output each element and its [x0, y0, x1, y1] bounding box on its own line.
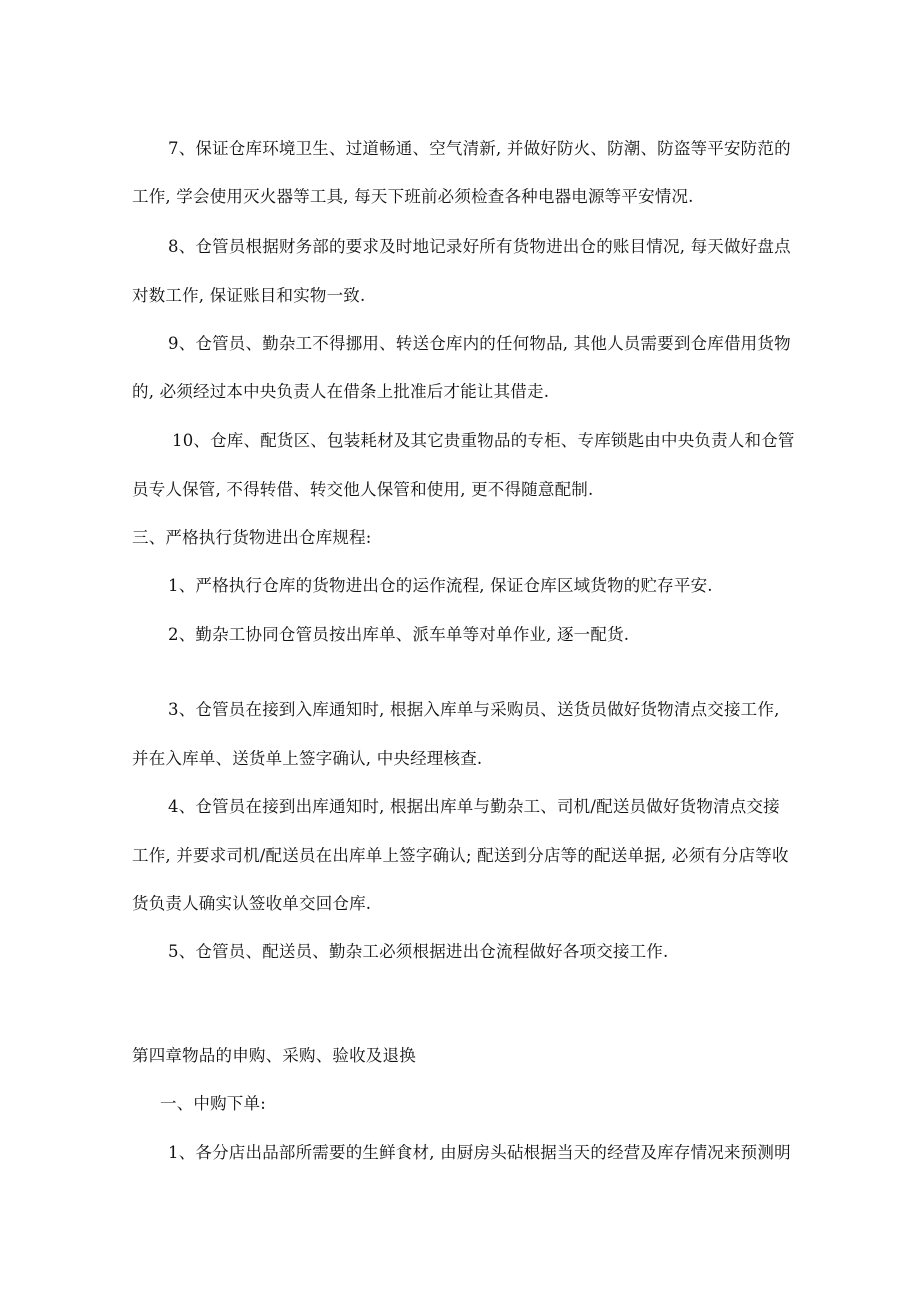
rule-1: 1、严格执行仓库的货物进出仓的运作流程, 保证仓库区域货物的贮存平安.: [168, 576, 713, 595]
paragraph-9-line-2: 的, 必须经过本中央负责人在借条上批准后才能让其借走.: [132, 382, 550, 401]
paragraph-7-line-2: 工作, 学会使用灭火器等工具, 每天下班前必须检查各种电器电源等平安情况.: [132, 187, 694, 206]
section-heading-3: 三、严格执行货物进出仓库规程:: [132, 528, 372, 547]
chapter-4-title: 第四章物品的申购、采购、验收及退换: [132, 1046, 416, 1065]
paragraph-8-line-1: 8、仓管员根据财务部的要求及时地记录好所有货物进出仓的账目情况, 每天做好盘点: [168, 237, 791, 256]
subsection-heading-1: 一、中购下单:: [160, 1094, 266, 1113]
procurement-item-1: 1、各分店出品部所需要的生鲜食材, 由厨房头砧根据当天的经营及库存情况来预测明: [168, 1143, 791, 1162]
rule-4-line-2: 工作, 并要求司机/配送员在出库单上签字确认; 配送到分店等的配送单据, 必须有分店等收: [132, 846, 789, 865]
rule-3-line-2: 并在入库单、送货单上签字确认, 中央经理核查.: [132, 749, 483, 768]
paragraph-8-line-2: 对数工作, 保证账目和实物一致.: [132, 286, 366, 305]
rule-2: 2、勤杂工协同仓管员按出库单、派车单等对单作业, 逐一配货.: [168, 625, 630, 644]
rule-3-line-1: 3、仓管员在接到入库通知时, 根据入库单与采购员、送货员做好货物清点交接工作,: [168, 700, 780, 719]
rule-4-line-1: 4、仓管员在接到出库通知时, 根据出库单与勤杂工、司机/配送员做好货物清点交接: [168, 797, 780, 816]
rule-4-line-3: 货负责人确实认签收单交回仓库.: [132, 894, 372, 913]
paragraph-9-line-1: 9、仓管员、勤杂工不得挪用、转送仓库内的任何物品, 其他人员需要到仓库借用货物: [168, 334, 791, 353]
paragraph-7-line-1: 7、保证仓库环境卫生、过道畅通、空气清新, 并做好防火、防潮、防盗等平安防范的: [168, 139, 791, 158]
rule-5: 5、仓管员、配送员、勤杂工必须根据进出仓流程做好各项交接工作.: [168, 942, 669, 961]
paragraph-10-line-1: 10、仓库、配货区、包装耗材及其它贵重物品的专柜、专库锁匙由中央负责人和仓管: [172, 431, 795, 450]
paragraph-10-line-2: 员专人保管, 不得转借、转交他人保管和使用, 更不得随意配制.: [132, 480, 594, 499]
